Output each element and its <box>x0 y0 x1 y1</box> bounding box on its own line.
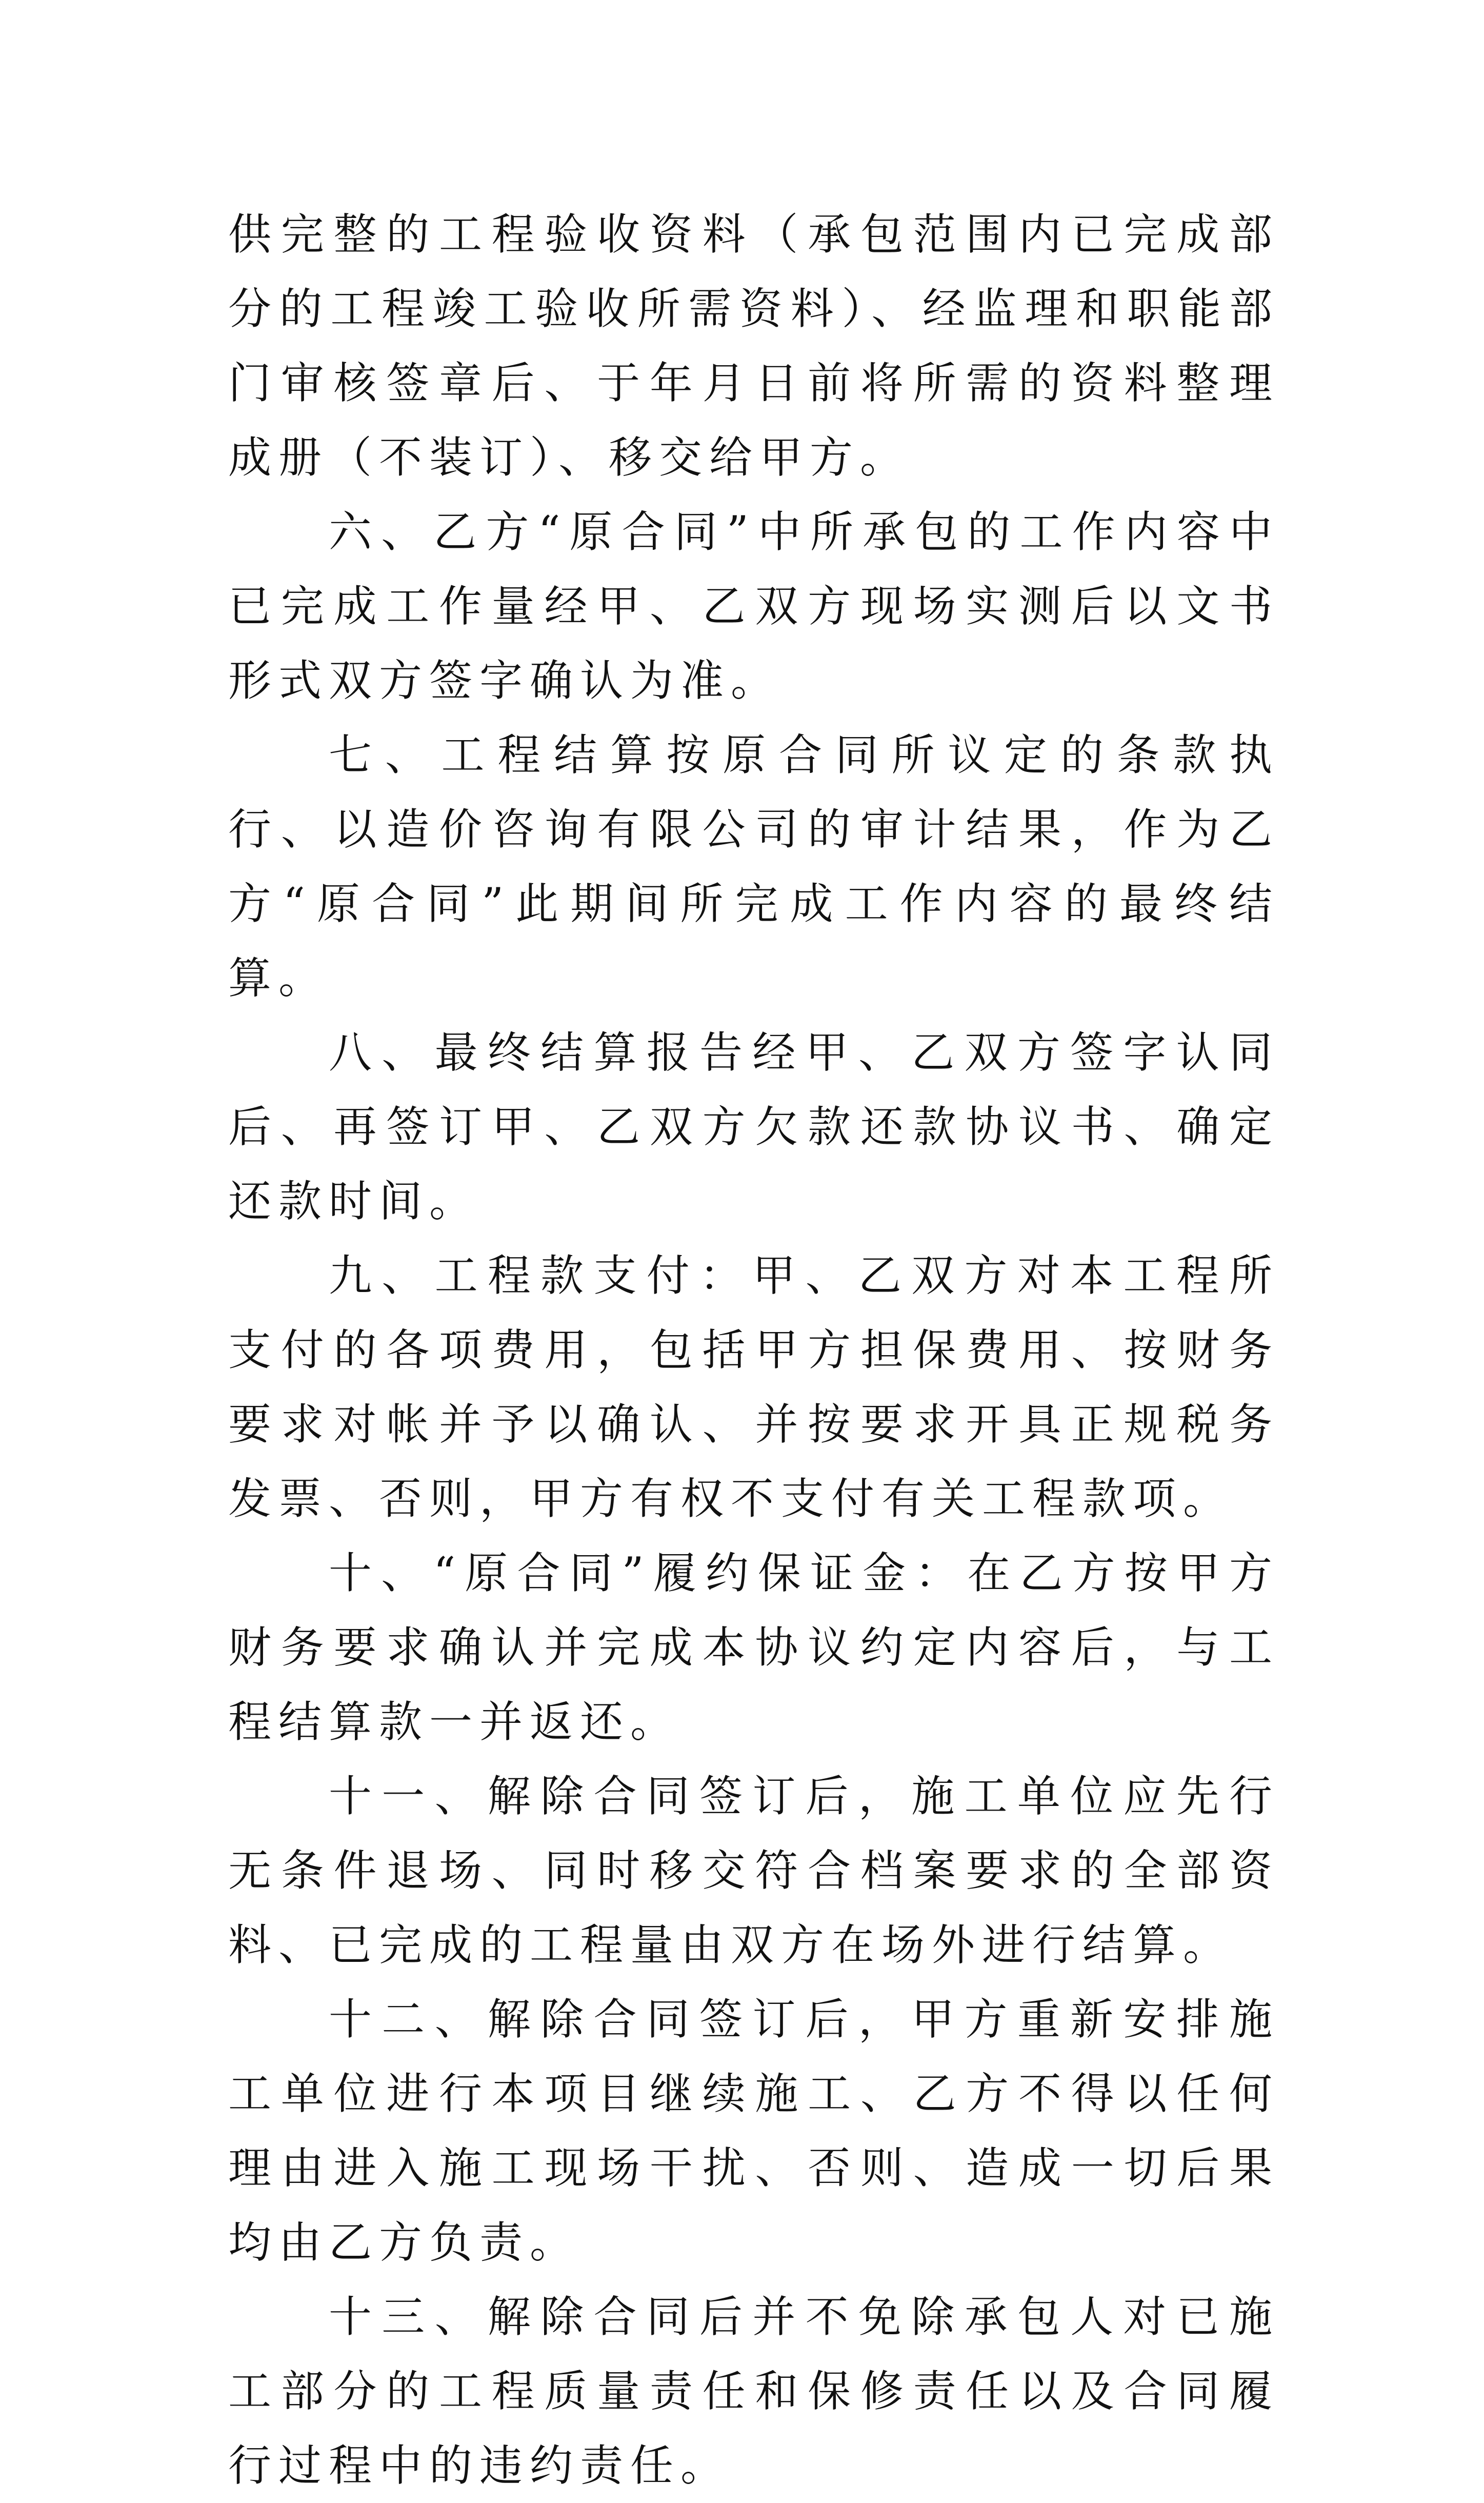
paragraph-clause-10: 十、“原合同”履约保证金：在乙方按甲方财务要求确认并完成本协议约定内容后，与工程结算款一并返还。 <box>228 1548 1279 1747</box>
paragraph-clause-9: 九、工程款支付：甲、乙双方对本工程所支付的各项费用，包括甲方担保费用、按财务要求对帐并予以确认、并按要求开具正规税务发票、否则，甲方有权不支付有关工程款项。 <box>228 1250 1279 1524</box>
paragraph-clause-7: 七、工程结算按原合同所议定的条款执行、以造价咨询有限公司的审计结果，作为乙方“原合同”此期间所完成工作内容的最终结算。 <box>228 730 1279 1003</box>
document-body <box>228 197 1279 2503</box>
paragraph-clause-12: 十二、解除合同签订后，甲方重新安排施工单位进行本项目继续施工、乙方不得以任何理由进入施工现场干扰、否则、造成一切后果均由乙方负责。 <box>228 1994 1279 2268</box>
paragraph-clause-6: 六、乙方“原合同”中所承包的工作内容中已完成工作量经甲、乙双方现场实测后以文书形式双方签字确认为准。 <box>228 507 1279 706</box>
paragraph-continuation: 供完整的工程验收资料（承包范围内已完成部分的工程竣工验收所需资料）、经监理和职能部门审核签章后、于年月日前将所需的资料整理成册（不装订）、移交给甲方。 <box>228 209 1279 483</box>
paragraph-clause-11: 十一、解除合同签订后，施工单位应先行无条件退场、同时移交符合档案要求的全部资料、已完成的工程量由双方在场外进行结算。 <box>228 1771 1279 1970</box>
paragraph-clause-8: 八、最终结算报告经甲、乙双方签字认同后、再签订甲、乙双方欠款还款协议书、确定还款时间。 <box>228 1027 1279 1226</box>
paragraph-clause-13: 十三、解除合同后并不免除承包人对已施工部分的工程质量责任和保修责任以及合同履行过程中的违约责任。 <box>228 2292 1279 2491</box>
